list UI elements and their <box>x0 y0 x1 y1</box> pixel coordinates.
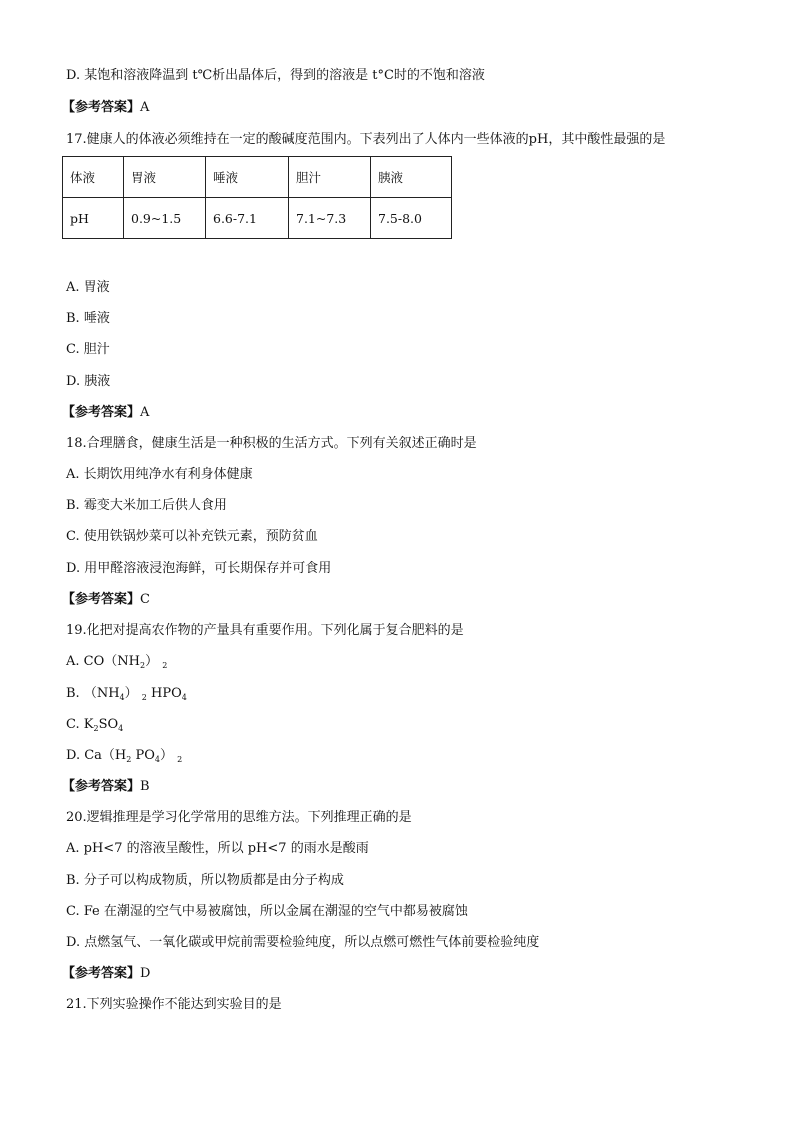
answer-label: 【参考答案】 <box>62 405 141 420</box>
answer-value: A <box>140 100 150 115</box>
q21-stem: 21.下列实验操作不能达到实验目的是 <box>66 997 282 1012</box>
table-cell: 0.9~1.5 <box>124 198 206 239</box>
q18-stem: 18.合理膳食，健康生活是一种积极的生活方式。下列有关叙述正确时是 <box>66 436 477 451</box>
ph-table <box>62 156 452 239</box>
table-cell: 胃液 <box>124 157 206 198</box>
q16-answer <box>62 100 149 116</box>
q19-option-c: C. $K_2SO_4$ <box>66 717 124 733</box>
q18-option-b: B. 霉变大米加工后供人食用 <box>66 498 227 513</box>
table-cell: 唾液 <box>206 157 289 198</box>
table-cell: 胰液 <box>371 157 452 198</box>
answer-label: 【参考答案】 <box>62 100 141 115</box>
answer-value: D <box>140 966 151 981</box>
q19-option-d: D. $Ca(H_2$ $PO_4$） $_2$ <box>66 748 183 764</box>
answer-label: 【参考答案】 <box>62 966 141 981</box>
table-cell: pH <box>63 198 124 239</box>
q19-stem: 19.化把对提高农作物的产量具有重要作用。下列化属于复合肥料的是 <box>66 623 464 638</box>
q17-option-a: A. 胃液 <box>66 280 110 295</box>
q19-option-b: B. $(NH_4)$ $_2$ $HPO_4$ <box>66 686 187 702</box>
answer-value: B <box>140 779 150 794</box>
q18-option-a: A. 长期饮用纯净水有利身体健康 <box>66 467 253 482</box>
table-cell: 7.5-8.0 <box>371 198 452 239</box>
q18-option-c: C. 使用铁锅炒菜可以补充铁元素，预防贫血 <box>66 529 318 544</box>
answer-label: 【参考答案】 <box>62 779 141 794</box>
table-cell: 7.1~7.3 <box>289 198 371 239</box>
q20-option-b: B. 分子可以构成物质，所以物质都是由分子构成 <box>66 873 344 888</box>
table-row <box>63 198 452 239</box>
q17-option-c: C. 胆汁 <box>66 342 110 357</box>
table-cell: 6.6-7.1 <box>206 198 289 239</box>
answer-value: A <box>140 405 150 420</box>
table-cell: 胆汁 <box>289 157 371 198</box>
q16-option-d: D. 某饱和溶液降温到 t℃析出晶体后，得到的溶液是 t°C时的不饱和溶液 <box>66 68 485 83</box>
q19-answer <box>62 779 150 795</box>
q17-option-b: B. 唾液 <box>66 311 110 326</box>
answer-label: 【参考答案】 <box>62 592 141 607</box>
q18-answer <box>62 592 150 608</box>
q20-option-a: A. pH<7 的溶液呈酸性，所以 pH<7 的雨水是酸雨 <box>66 841 369 856</box>
table-row <box>63 157 452 198</box>
answer-value: C <box>140 592 150 607</box>
q17-stem: 17.健康人的体液必须维持在一定的酸碱度范围内。下表列出了人体内一些体液的pH，其中酸性最强的是 <box>66 132 666 147</box>
q20-option-c: C. Fe 在潮湿的空气中易被腐蚀，所以金属在潮湿的空气中都易被腐蚀 <box>66 904 468 919</box>
q17-option-d: D. 胰液 <box>66 374 111 389</box>
q20-answer <box>62 966 150 982</box>
q20-option-d: D. 点燃氢气、一氧化碳或甲烷前需要检验纯度，所以点燃可燃性气体前要检验纯度 <box>66 935 540 950</box>
q20-stem: 20.逻辑推理是学习化学常用的思维方法。下列推理正确的是 <box>66 810 412 825</box>
q18-option-d: D. 用甲醛溶液浸泡海鲜，可长期保存并可食用 <box>66 561 332 576</box>
q19-option-a: A. $CO(NH_2)$ $_2$ <box>66 654 168 670</box>
table-cell: 体液 <box>63 157 124 198</box>
q17-answer <box>62 405 149 421</box>
